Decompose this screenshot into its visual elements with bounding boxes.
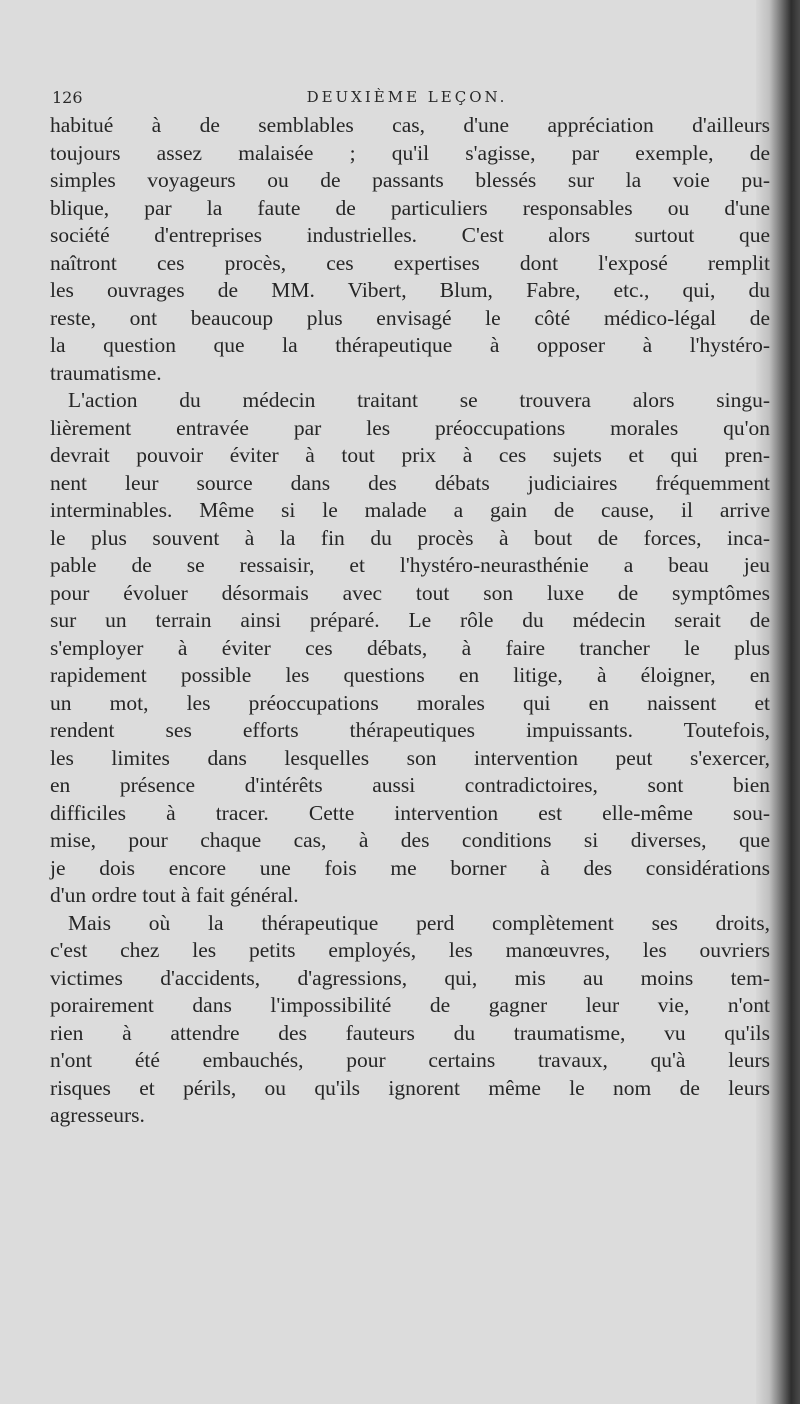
- text-line: toujours assez malaisée ; qu'il s'agisse, par exemple, de: [50, 140, 770, 165]
- text-line: victimes d'accidents, d'agressions, qui, mis au moins tem-: [50, 965, 770, 990]
- text-line: devrait pouvoir éviter à tout prix à ces sujets et qui pren-: [50, 443, 770, 467]
- text-line: pour évoluer désormais avec tout son luxe de symptômes: [50, 580, 770, 605]
- text-line: sur un terrain ainsi préparé. Le rôle du médecin serait de: [50, 608, 770, 632]
- text-line: en présence d'intérêts aussi contradictoires, sont bien: [50, 773, 770, 797]
- paragraph: [50, 910, 770, 1130]
- text-line: c'est chez les petits employés, les manœuvres, les ouvriers: [50, 938, 770, 962]
- text-line: habitué à de semblables cas, d'une appréciation d'ailleurs: [50, 113, 770, 137]
- chapter-title: DEUXIÈME LEÇON.: [306, 88, 508, 106]
- text-line: je dois encore une fois me borner à des considérations: [50, 855, 770, 880]
- text-line: un mot, les préoccupations morales qui en naissent et: [50, 690, 770, 715]
- text-line: d'un ordre tout à fait général.: [50, 883, 299, 907]
- text-line: Mais où la thérapeutique perd complètement ses droits,: [68, 910, 770, 935]
- text-line: le plus souvent à la fin du procès à bout de forces, inca-: [50, 525, 770, 550]
- text-line: rapidement possible les questions en litige, à éloigner, en: [50, 663, 770, 687]
- running-head: [52, 88, 762, 112]
- text-line: risques et périls, ou qu'ils ignorent même le nom de leurs: [50, 1075, 770, 1100]
- text-line: les ouvrages de MM. Vibert, Blum, Fabre, etc., qui, du: [50, 278, 770, 302]
- text-line: interminables. Même si le malade a gain de cause, il arrive: [50, 498, 770, 522]
- paragraph: [50, 112, 770, 387]
- text-line: mise, pour chaque cas, à des conditions si diverses, que: [50, 828, 770, 852]
- text-line: naîtront ces procès, ces expertises dont l'exposé remplit: [50, 250, 770, 275]
- text-line: les limites dans lesquelles son intervention peut s'exercer,: [50, 745, 770, 770]
- text-line: la question que la thérapeutique à opposer à l'hystéro-: [50, 333, 770, 357]
- text-line: rien à attendre des fauteurs du traumatisme, vu qu'ils: [50, 1020, 770, 1045]
- text-line: blique, par la faute de particuliers responsables ou d'une: [50, 195, 770, 220]
- text-line: rendent ses efforts thérapeutiques impuissants. Toutefois,: [50, 718, 770, 742]
- text-line: pable de se ressaisir, et l'hystéro-neurasthénie a beau jeu: [50, 553, 770, 577]
- page-number: 126: [52, 88, 83, 107]
- text-line: agresseurs.: [50, 1103, 145, 1127]
- text-line: traumatisme.: [50, 360, 162, 385]
- body-text: [50, 112, 770, 1130]
- text-line: s'employer à éviter ces débats, à faire trancher le plus: [50, 635, 770, 660]
- text-line: lièrement entravée par les préoccupations morales qu'on: [50, 415, 770, 440]
- text-line: porairement dans l'impossibilité de gagner leur vie, n'ont: [50, 993, 770, 1017]
- paragraph: [50, 387, 770, 910]
- text-line: difficiles à tracer. Cette intervention est elle-même sou-: [50, 800, 770, 825]
- text-line: nent leur source dans des débats judiciaires fréquemment: [50, 470, 770, 495]
- text-line: L'action du médecin traitant se trouvera alors singu-: [68, 388, 770, 412]
- text-line: simples voyageurs ou de passants blessés sur la voie pu-: [50, 168, 770, 192]
- text-line: n'ont été embauchés, pour certains travaux, qu'à leurs: [50, 1048, 770, 1072]
- text-line: société d'entreprises industrielles. C'est alors surtout que: [50, 223, 770, 247]
- text-line: reste, ont beaucoup plus envisagé le côté médico-légal de: [50, 305, 770, 330]
